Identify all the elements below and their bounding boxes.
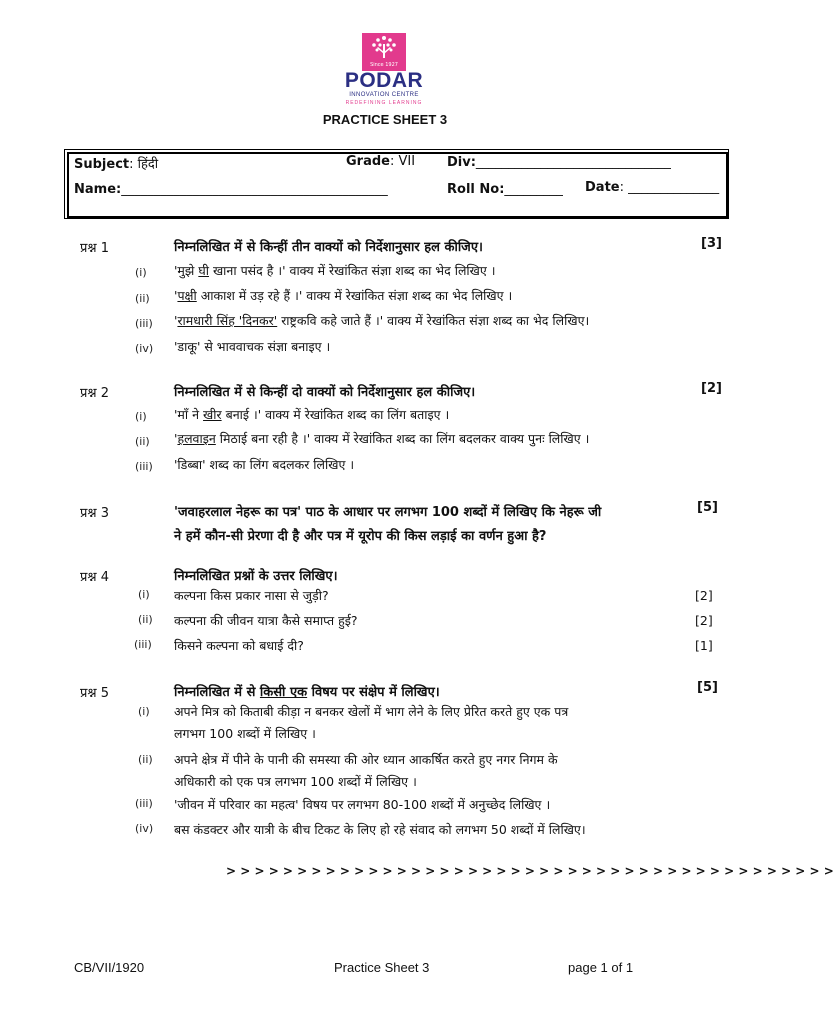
question-2-item-2: 'हलवाइन मिठाई बना रही है ।' वाक्य में रेखांकित शब्द का लिंग बदलकर वाक्य पुनः लिखिए । [174, 431, 590, 446]
footer-title: Practice Sheet 3 [334, 960, 430, 975]
grade-field: Grade: VII [346, 154, 416, 169]
item-marks: [1] [695, 638, 713, 653]
item-number: (iii) [135, 317, 153, 330]
question-5-item-1-line-1: अपने मित्र को किताबी कीड़ा न बनकर खेलों में भाग लेने के लिए प्रेरित करते हुए एक पत्र [174, 704, 569, 719]
page-title: PRACTICE SHEET 3 [322, 112, 448, 127]
logo-established: Since 1927 [370, 62, 398, 68]
question-number: प्रश्न 1 [80, 241, 109, 256]
roll-no-field[interactable]: Roll No:_________ [447, 182, 563, 197]
item-marks: [2] [695, 613, 713, 628]
question-5-marks: [5] [697, 680, 718, 695]
item-number: (i) [135, 410, 147, 423]
question-4-text: निम्नलिखित प्रश्नों के उत्तर लिखिए। [174, 569, 338, 584]
question-number: प्रश्न 4 [80, 570, 109, 585]
item-number: (iv) [135, 342, 154, 355]
question-3-marks: [5] [697, 500, 718, 515]
item-number: (iii) [134, 638, 152, 651]
item-number: (ii) [138, 613, 153, 626]
item-number: (i) [138, 705, 150, 718]
question-2-item-3: 'डिब्बा' शब्द का लिंग बदलकर लिखिए । [174, 457, 355, 472]
end-marker: > > > > > > > > > > > > > > > > > > > > > > > > > > > > > > > > > > > > > > > > > > > [226, 864, 834, 878]
item-number: (i) [138, 588, 150, 601]
logo-subtitle: INNOVATION CENTRE [349, 92, 419, 98]
question-2-text: निम्नलिखित में से किन्हीं दो वाक्यों को निर्देशानुसार हल कीजिए। [174, 385, 476, 400]
logo-name: PODAR [344, 69, 424, 92]
item-number: (iv) [135, 822, 154, 835]
question-1-item-2: 'पक्षी आकाश में उड़ रहे हैं ।' वाक्य में रेखांकित संज्ञा शब्द का भेद लिखिए । [174, 288, 513, 303]
question-5-item-3: 'जीवन में परिवार का महत्व' विषय पर लगभग 80-100 शब्दों में अनुच्छेद लिखिए । [174, 797, 551, 812]
question-4-item-3: किसने कल्पना को बधाई दी? [174, 638, 304, 653]
question-2-item-1: 'माँ ने खीर बनाई ।' वाक्य में रेखांकित शब्द का लिंग बताइए । [174, 407, 450, 422]
question-5-item-4: बस कंडक्टर और यात्री के बीच टिकट के लिए हो रहे संवाद को लगभग 50 शब्दों में लिखिए। [174, 822, 586, 837]
question-3-line-2: ने हमें कौन-सी प्रेरणा दी है और पत्र में यूरोप की किस लड़ाई का वर्णन हुआ है? [174, 529, 547, 544]
question-number: प्रश्न 2 [80, 386, 109, 401]
subject-field: Subject: हिंदी [74, 157, 159, 172]
question-2-marks: [2] [701, 381, 722, 396]
question-number: प्रश्न 5 [80, 686, 109, 701]
question-5-text: निम्नलिखित में से किसी एक विषय पर संक्षेप में लिखिए। [174, 685, 440, 700]
question-1-item-3: 'रामधारी सिंह 'दिनकर' राष्ट्रकवि कहे जाते हैं ।' वाक्य में रेखांकित संज्ञा शब्द का भेद लिखिए। [174, 313, 590, 328]
question-3-line-1: 'जवाहरलाल नेहरू का पत्र' पाठ के आधार पर लगभग 100 शब्दों में लिखिए कि नेहरू जी [174, 505, 602, 520]
name-field[interactable]: Name:_________________________________________ [74, 182, 388, 197]
question-1-marks: [3] [701, 236, 722, 251]
question-4-item-2: कल्पना की जीवन यात्रा कैसे समाप्त हुई? [174, 613, 358, 628]
question-number: प्रश्न 3 [80, 506, 109, 521]
logo-tagline: REDEFINING LEARNING [345, 100, 423, 106]
tree-logo-icon [367, 34, 401, 64]
item-number: (ii) [135, 435, 150, 448]
item-number: (ii) [138, 753, 153, 766]
question-5-item-2-line-2: अधिकारी को एक पत्र लगभग 100 शब्दों में लिखिए । [174, 774, 417, 789]
item-marks: [2] [695, 588, 713, 603]
date-field[interactable]: Date: ______________ [585, 180, 720, 195]
question-5-item-2-line-1: अपने क्षेत्र में पीने के पानी की समस्या की ओर ध्यान आकर्षित करते हुए नगर निगम के [174, 752, 558, 767]
div-field[interactable]: Div:______________________________ [447, 155, 671, 170]
question-5-item-1-line-2: लगभग 100 शब्दों में लिखिए । [174, 726, 316, 741]
question-1-item-4: 'डाकू' से भाववाचक संज्ञा बनाइए । [174, 339, 331, 354]
page-number: page 1 of 1 [568, 960, 634, 975]
item-number: (ii) [135, 292, 150, 305]
footer-code: CB/VII/1920 [74, 960, 145, 975]
item-number: (iii) [135, 797, 153, 810]
question-1-item-1: 'मुझे घी खाना पसंद है ।' वाक्य में रेखांकित संज्ञा शब्द का भेद लिखिए । [174, 263, 496, 278]
item-number: (i) [135, 266, 147, 279]
question-1-text: निम्नलिखित में से किन्हीं तीन वाक्यों को निर्देशानुसार हल कीजिए। [174, 240, 483, 255]
item-number: (iii) [135, 460, 153, 473]
question-4-item-1: कल्पना किस प्रकार नासा से जुड़ी? [174, 588, 329, 603]
